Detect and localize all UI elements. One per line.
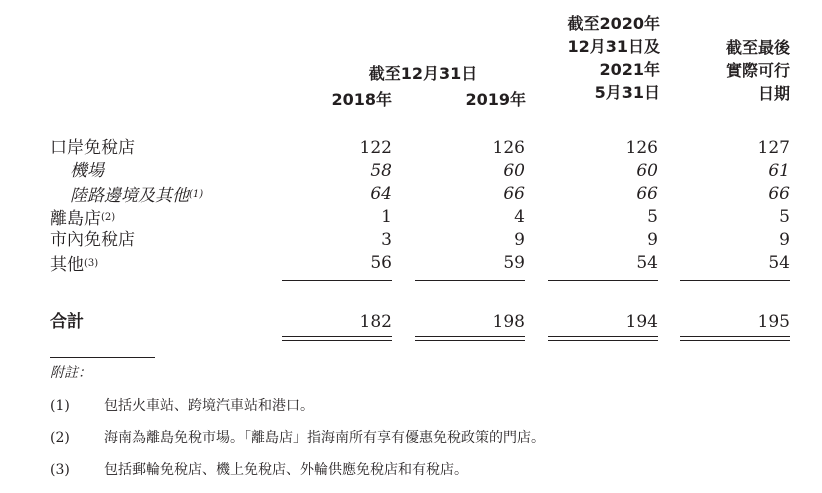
row-label-others-text: 其他: [50, 255, 84, 275]
cell-offshore-2018: 1: [381, 207, 392, 227]
note-2-text: 海南為離島免稅市場。「離島店」指海南所有享有優惠免稅政策的門店。: [104, 430, 545, 446]
cell-land-2021: 66: [636, 184, 658, 204]
subtotal-rule-2021: [548, 280, 658, 281]
header-2018: 2018年: [331, 90, 392, 109]
cell-airport-latest: 61: [768, 161, 790, 181]
row-label-land-border-text: 陸路邊境及其他: [70, 186, 189, 206]
cell-land-2019: 66: [503, 184, 525, 204]
total-double-rule-2018: [282, 336, 392, 341]
cell-downtown-latest: 9: [779, 230, 790, 250]
notes-separator: [50, 357, 155, 358]
header-col3-line2: 12月31日及: [567, 37, 660, 56]
cell-land-2018: 64: [370, 184, 392, 204]
cell-airport-2019: 60: [503, 161, 525, 181]
header-col4: [670, 36, 790, 105]
subtotal-rule-2019: [415, 280, 525, 281]
cell-others-2018: 56: [370, 253, 392, 273]
header-col4-line3: 日期: [757, 84, 790, 103]
note-2-num: (2): [50, 430, 70, 446]
note-1-text: 包括火車站、跨境汽車站和港口。: [104, 398, 314, 414]
header-col4-line2: 實際可行: [725, 61, 790, 80]
footnote-ref-1: (1): [189, 189, 204, 200]
cell-port-2018: 122: [359, 138, 392, 158]
total-2021: 194: [625, 312, 658, 332]
total-latest: 195: [757, 312, 790, 332]
header-col3-line1: 截至2020年: [567, 14, 660, 33]
total-double-rule-2019: [415, 336, 525, 341]
cell-land-latest: 66: [768, 184, 790, 204]
row-label-offshore: [50, 206, 115, 231]
subtotal-rule-2018: [282, 280, 392, 281]
cell-port-2019: 126: [492, 138, 525, 158]
cell-airport-2018: 58: [370, 161, 392, 181]
row-label-airport: 機場: [70, 161, 104, 181]
total-label: 合計: [50, 312, 84, 332]
header-2019: 2019年: [465, 90, 526, 109]
note-3-num: (3): [50, 462, 70, 478]
cell-others-2021: 54: [636, 253, 658, 273]
subtotal-rule-latest: [680, 280, 790, 281]
footnote-ref-2: (2): [101, 212, 116, 223]
cell-port-2021: 126: [625, 138, 658, 158]
cell-offshore-2019: 4: [514, 207, 525, 227]
row-label-downtown: 市內免稅店: [50, 230, 135, 250]
row-label-offshore-text: 離島店: [50, 209, 101, 229]
note-3-text: 包括郵輪免稅店、機上免稅店、外輪供應免稅店和有稅店。: [104, 462, 468, 478]
cell-offshore-2021: 5: [647, 207, 658, 227]
header-col4-line1: 截至最後: [725, 38, 790, 57]
notes-title: 附註：: [50, 365, 92, 381]
total-2018: 182: [359, 312, 392, 332]
total-double-rule-latest: [680, 336, 790, 341]
cell-offshore-latest: 5: [779, 207, 790, 227]
row-label-others: [50, 252, 98, 277]
cell-others-latest: 54: [768, 253, 790, 273]
header-group-dec31: 截至12月31日: [368, 64, 478, 83]
cell-port-latest: 127: [757, 138, 790, 158]
header-col3: [520, 12, 660, 104]
total-2019: 198: [492, 312, 525, 332]
cell-downtown-2019: 9: [514, 230, 525, 250]
header-col3-line4: 5月31日: [594, 83, 660, 102]
cell-others-2019: 59: [503, 253, 525, 273]
footnote-ref-3: (3): [84, 258, 99, 269]
cell-downtown-2021: 9: [647, 230, 658, 250]
cell-airport-2021: 60: [636, 161, 658, 181]
header-col3-line3: 2021年: [599, 60, 660, 79]
row-label-port: 口岸免稅店: [50, 138, 135, 158]
cell-downtown-2018: 3: [381, 230, 392, 250]
total-double-rule-2021: [548, 336, 658, 341]
row-label-land-border: [70, 183, 203, 208]
note-1-num: (1): [50, 398, 70, 414]
